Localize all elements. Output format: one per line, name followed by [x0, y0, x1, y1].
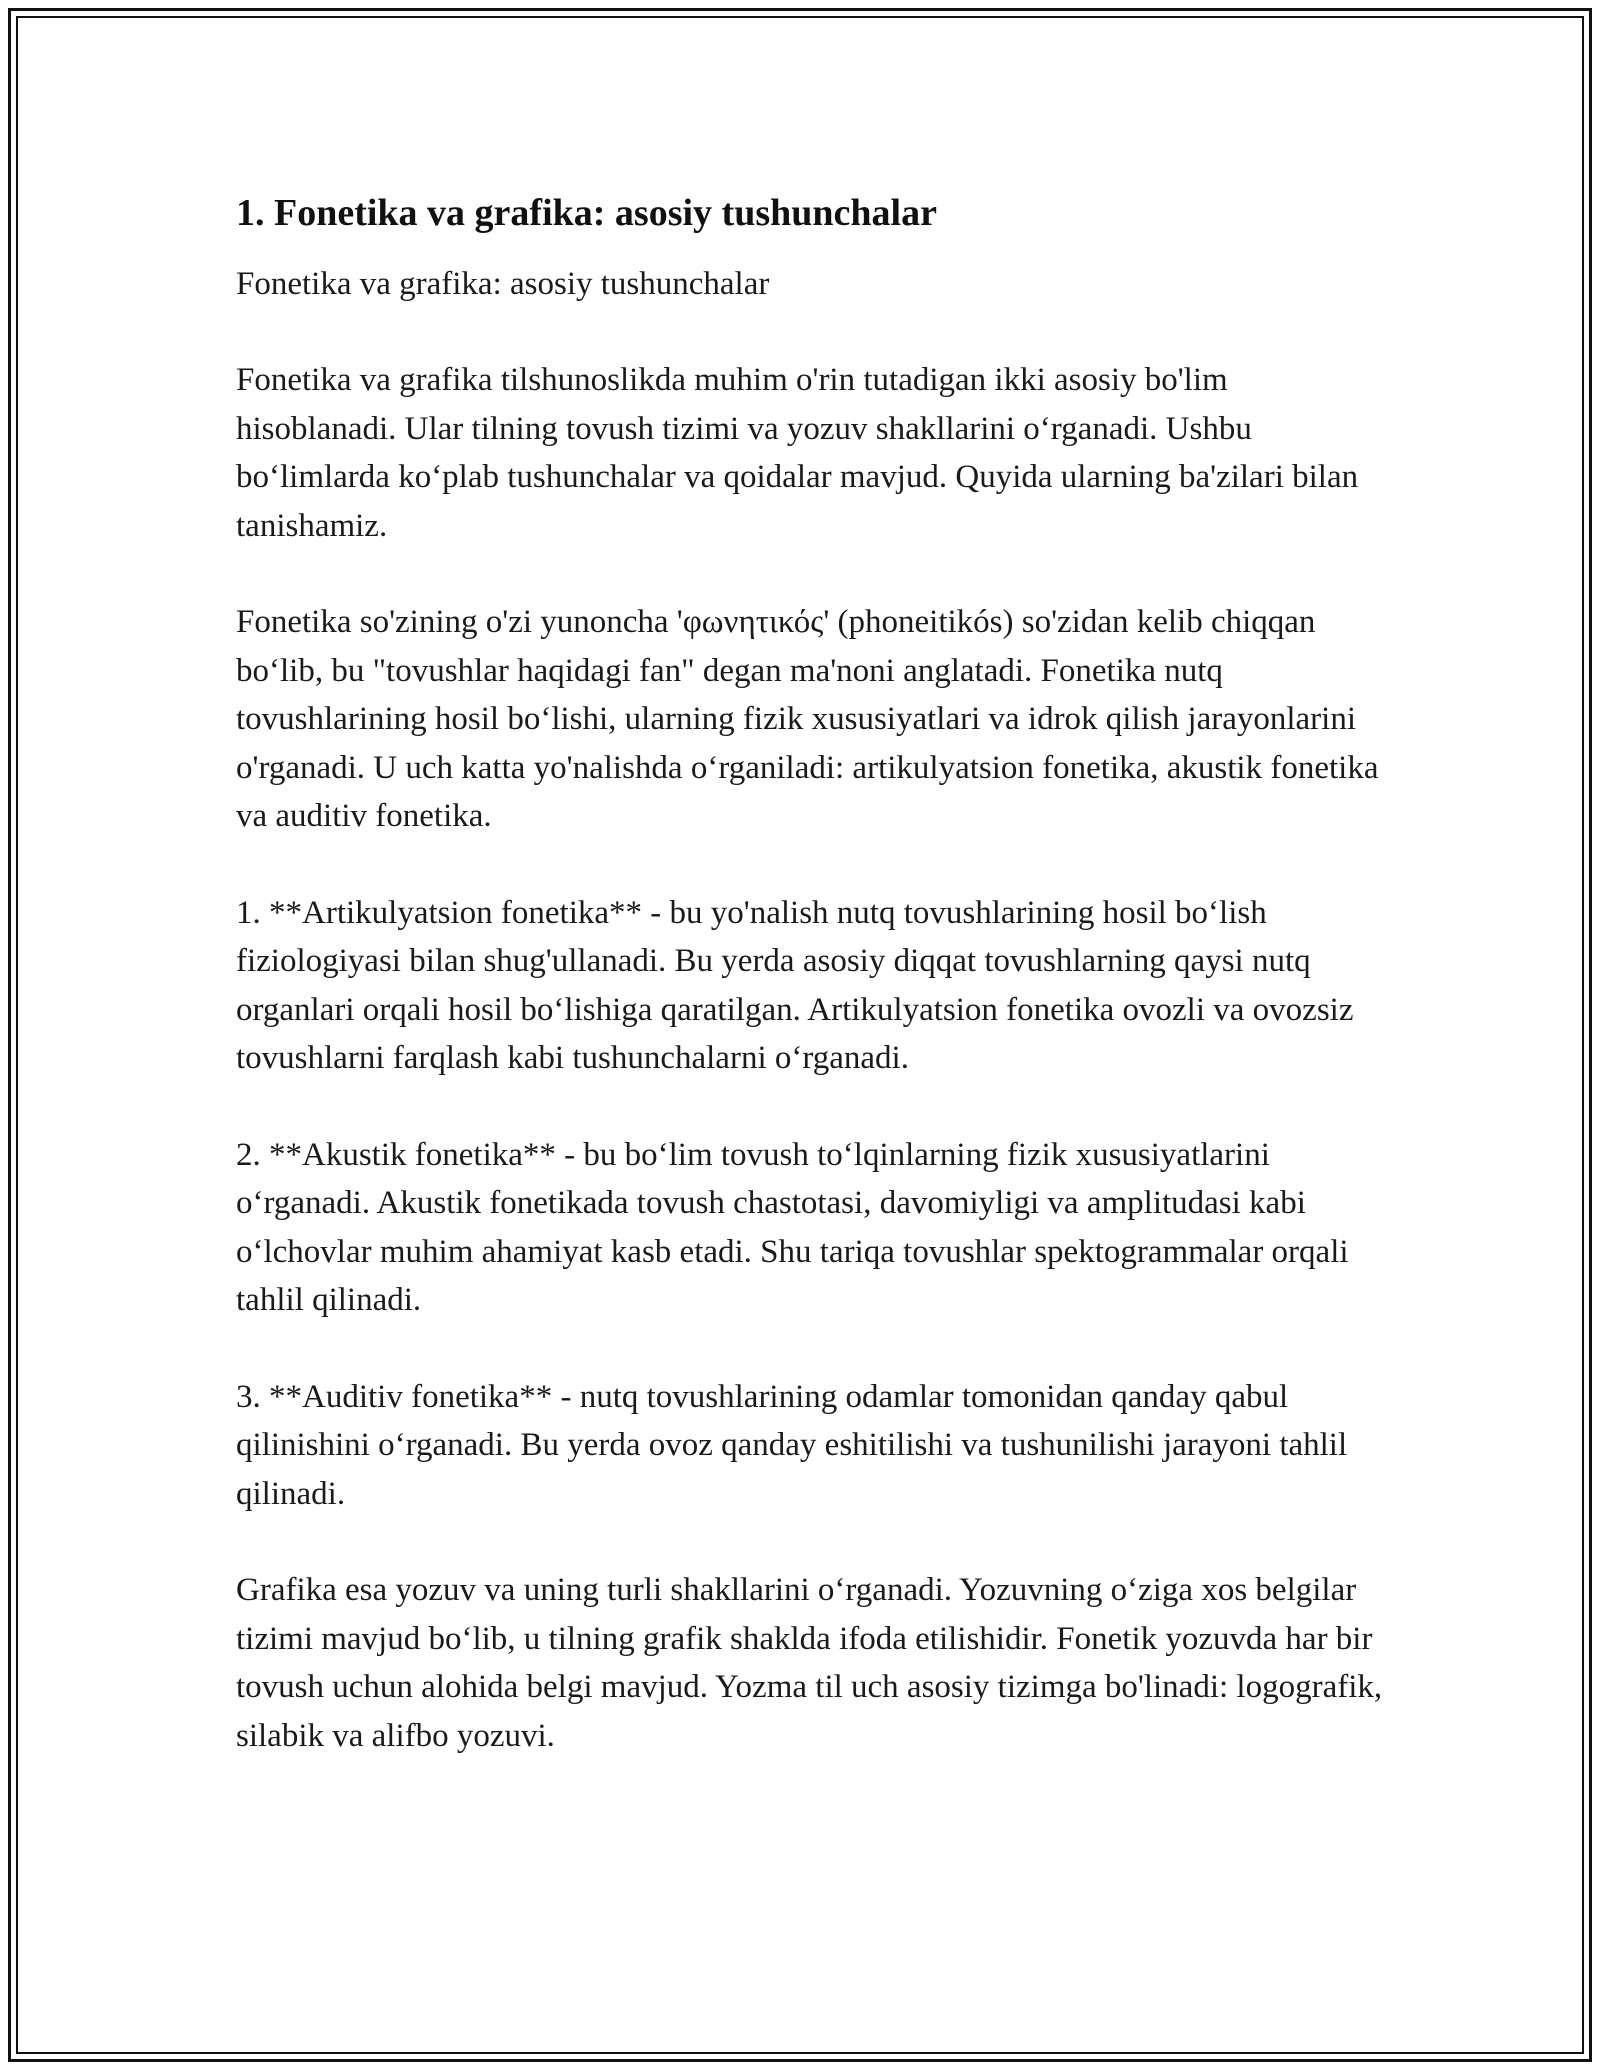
paragraph-acoustic-phonetics: 2. **Akustik fonetika** - bu bo‘lim tovush to‘lqinlarning fizik xususiyatlarini o‘rganadi. Akustik fonetikada tovush chastotasi, davomiyligi va amplitudasi kabi o‘lchovlar muhim ahamiyat kasb etadi. Shu tariqa tovushlar spektogrammalar orqali tahlil qilinadi. [236, 1136, 1349, 1318]
paragraph-graphics: Grafika esa yozuv va uning turli shakllarini o‘rganadi. Yozuvning o‘ziga xos belgilar tizimi mavjud bo‘lib, u tilning grafik shaklda ifoda etilishidir. Fonetik yozuvda har bir tovush uchun alohida belgi mavjud. Yozma til uch asosiy tizimga bo'linadi: logografik, silabik va alifbo yozuvi. [236, 1572, 1383, 1754]
paragraph-articulatory-phonetics: 1. **Artikulyatsion fonetika** - bu yo'nalish nutq tovushlarining hosil bo‘lish fiziologiyasi bilan shug'ullanadi. Bu yerda asosiy diqqat tovushlarning qaysi nutq organlari orqali hosil bo‘lishiga qaratilgan. Artikulyatsion fonetika ovozli va ovozsiz tovushlarni farqlash kabi tushunchalarni o‘rganadi. [236, 894, 1354, 1076]
document-body [236, 186, 1396, 1760]
section-heading: 1. Fonetika va grafika: asosiy tushunchalar [236, 192, 937, 234]
paragraph-auditory-phonetics: 3. **Auditiv fonetika** - nutq tovushlarining odamlar tomonidan qanday qabul qilinishini o‘rganadi. Bu yerda ovoz qanday eshitilishi va tushunilishi jarayoni tahlil qilinadi. [236, 1378, 1348, 1512]
paragraph-intro: Fonetika va grafika tilshunoslikda muhim o'rin tutadigan ikki asosiy bo'lim hisoblanadi. Ular tilning tovush tizimi va yozuv shakllarini o‘rganadi. Ushbu bo‘limlarda ko‘plab tushunchalar va qoidalar mavjud. Quyida ularning ba'zilari bilan tanishamiz. [236, 362, 1359, 544]
paragraph-phonetics-definition: Fonetika so'zining o'zi yunoncha 'φωνητικός' (phoneitikós) so'zidan kelib chiqqan bo‘lib, bu "tovushlar haqidagi fan" degan ma'noni anglatadi. Fonetika nutq tovushlarining hosil bo‘lishi, ularning fizik xususiyatlari va idrok qilish jarayonlarini o'rganadi. U uch katta yo'nalishda o‘rganiladi: artikulyatsion fonetika, akustik fonetika va auditiv fonetika. [236, 604, 1379, 834]
section-subtitle: Fonetika va grafika: asosiy tushunchalar [236, 266, 770, 302]
